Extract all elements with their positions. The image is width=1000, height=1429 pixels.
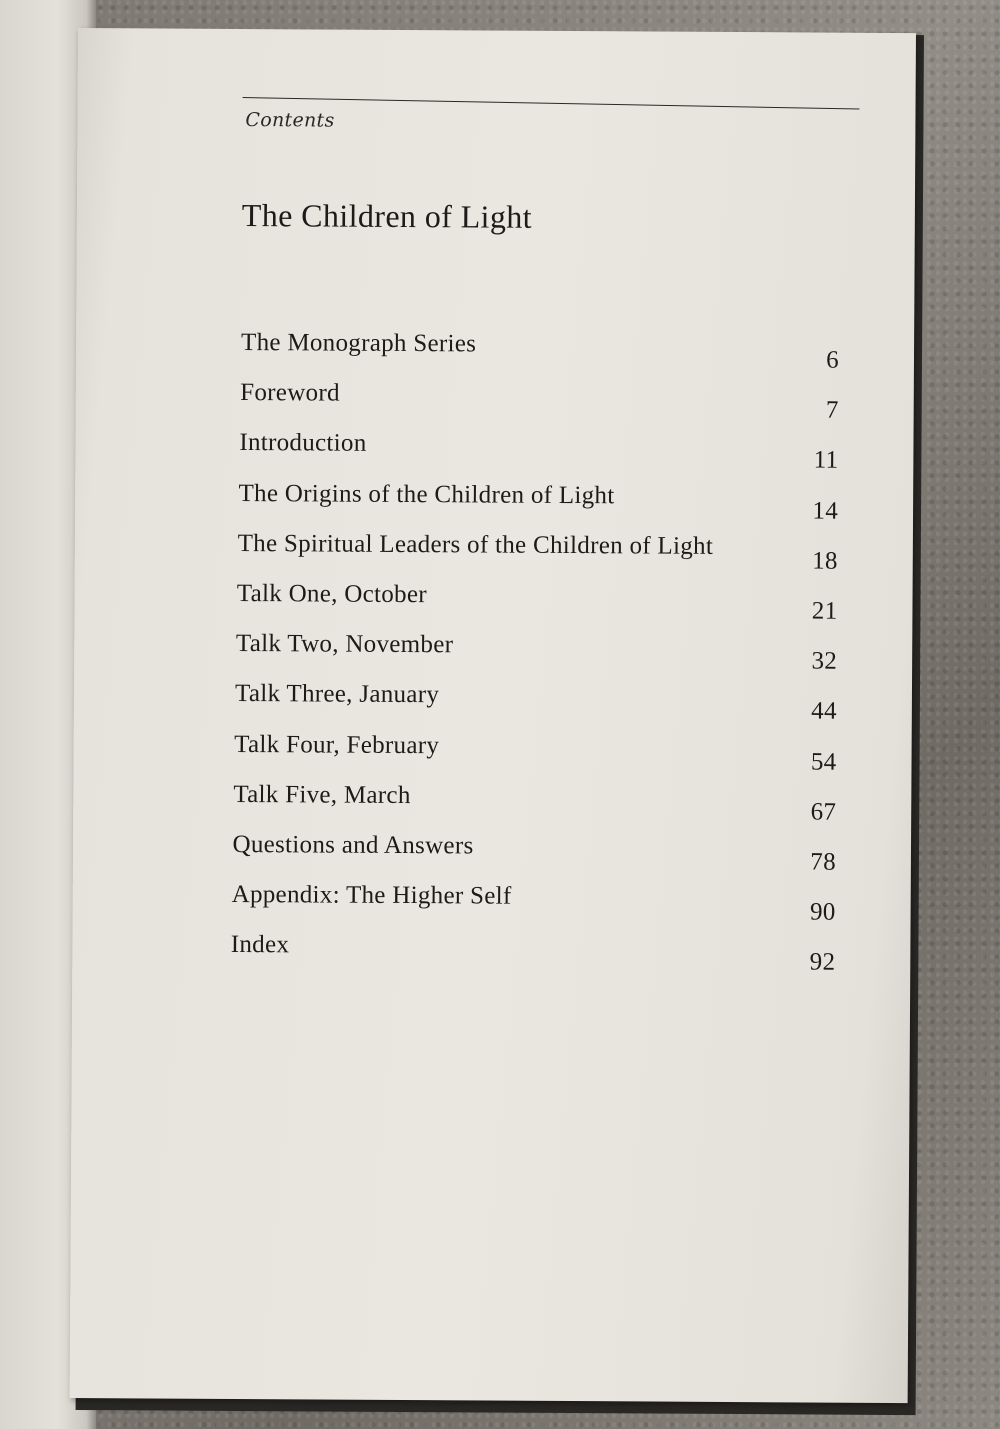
toc-entry-page: 32 — [811, 647, 838, 675]
toc-entry — [228, 781, 848, 835]
toc-entry-page: 78 — [810, 848, 837, 876]
toc-entry-page: 18 — [812, 547, 838, 575]
toc-entry-title: Index — [230, 931, 290, 959]
running-head: Contents — [245, 109, 335, 132]
toc-entry — [231, 329, 851, 383]
toc-entry-title: Talk Four, February — [234, 730, 440, 759]
toc-entry-title: Foreword — [240, 379, 340, 407]
header-rule — [243, 97, 860, 110]
toc-entry-title: Talk Three, January — [234, 680, 440, 709]
toc-entry-title: Talk One, October — [236, 579, 427, 609]
toc-entry-title: Appendix: The Higher Self — [231, 881, 512, 910]
toc-entry — [227, 881, 847, 935]
toc-entry-page: 6 — [826, 346, 840, 374]
book-page — [70, 28, 916, 1403]
toc-entry — [227, 931, 847, 985]
toc-entry-page: 67 — [810, 798, 837, 826]
toc-entry-title: The Origins of the Children of Light — [238, 479, 615, 509]
book-title: The Children of Light — [241, 197, 533, 235]
toc-entry-page: 7 — [825, 396, 839, 424]
toc-entry-title: Questions and Answers — [232, 830, 474, 860]
toc-entry — [230, 429, 850, 483]
toc-entry — [229, 630, 849, 684]
toc-entry — [229, 580, 849, 634]
page-content — [230, 89, 863, 976]
toc-entry — [230, 480, 850, 534]
toc-entry-page: 92 — [809, 948, 836, 976]
table-of-contents — [227, 329, 851, 985]
toc-entry-page: 21 — [811, 597, 838, 625]
toc-entry-title: The Spiritual Leaders of the Children of Light — [237, 529, 714, 560]
toc-entry — [228, 730, 848, 784]
toc-entry-page: 54 — [810, 747, 837, 776]
toc-entry — [228, 831, 848, 885]
toc-entry-page: 11 — [813, 446, 839, 475]
toc-entry — [230, 530, 850, 584]
toc-entry-title: The Monograph Series — [240, 329, 477, 358]
toc-entry-page: 90 — [809, 898, 836, 926]
toc-entry-title: Talk Five, March — [233, 780, 411, 809]
toc-entry — [231, 379, 851, 433]
toc-entry-title: Talk Two, November — [235, 630, 454, 659]
toc-entry-title: Introduction — [239, 429, 367, 458]
toc-entry — [229, 680, 849, 734]
toc-entry-page: 14 — [812, 497, 839, 525]
toc-entry-page: 44 — [811, 697, 837, 725]
